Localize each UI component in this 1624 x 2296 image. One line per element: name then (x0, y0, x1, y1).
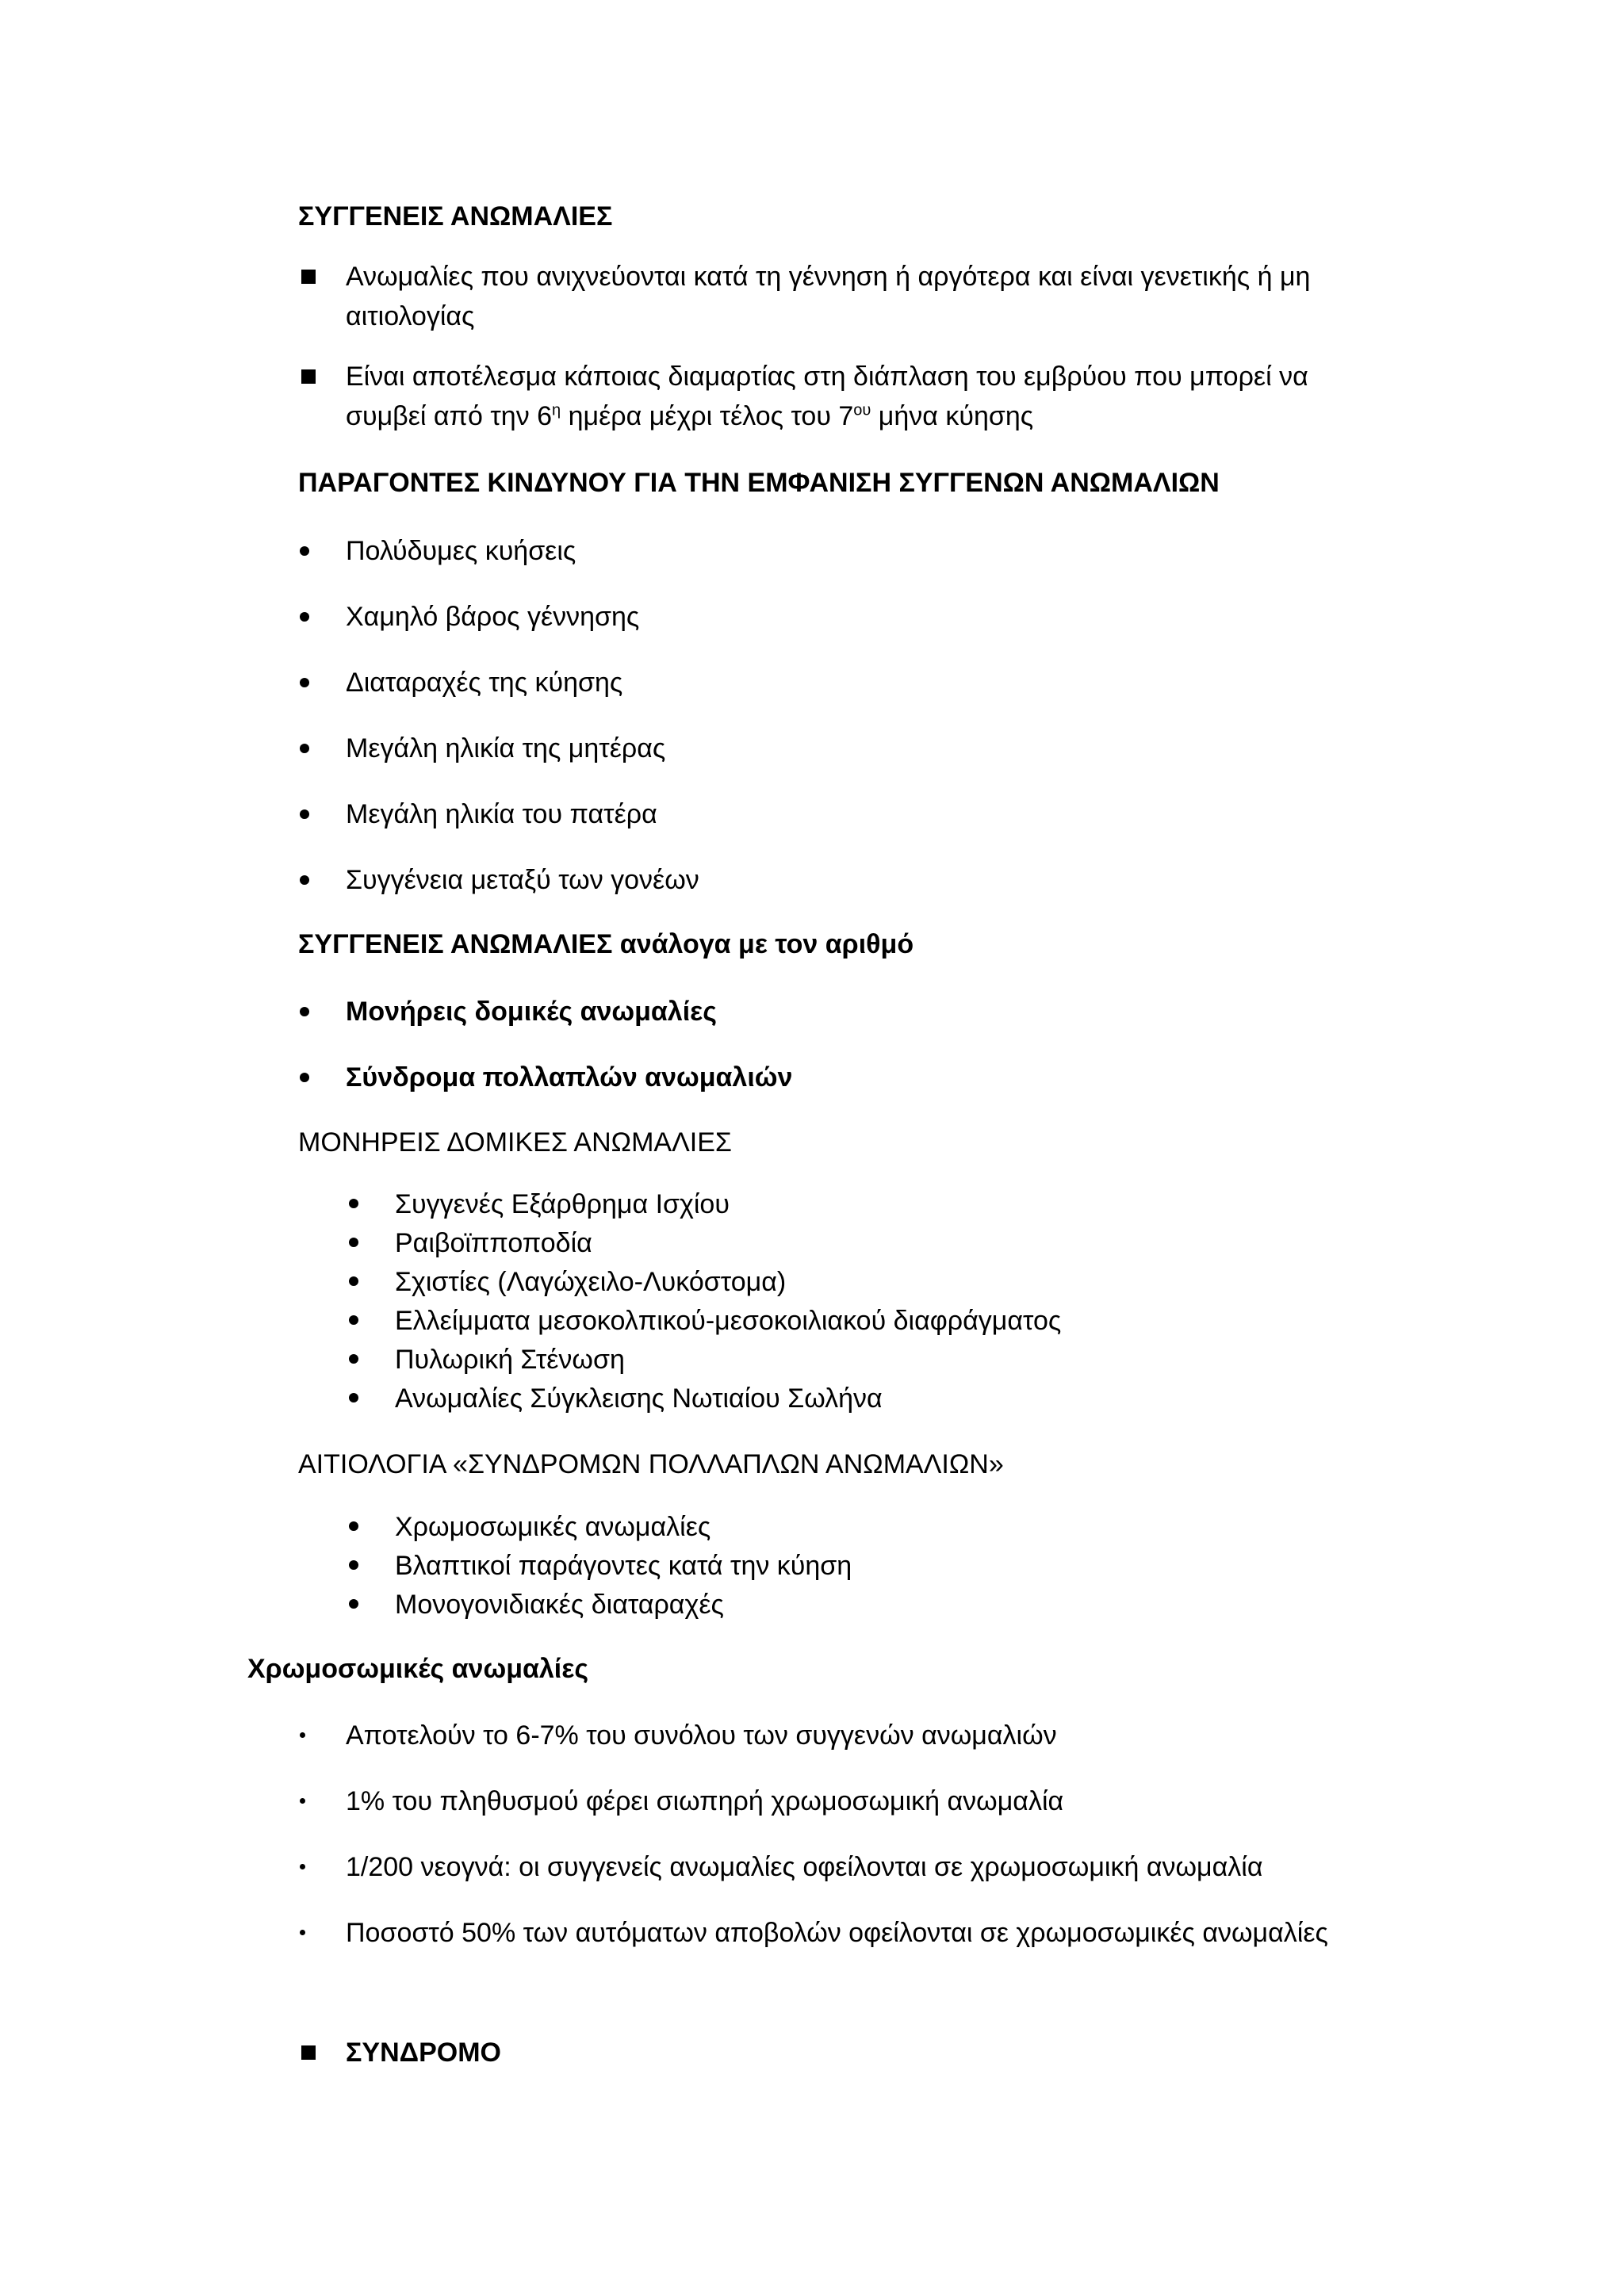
list-item: Ποσοστό 50% των αυτόματων αποβολών οφείλονται σε χρωμοσωμικές ανωμαλίες (346, 1918, 1328, 1948)
text-span: συμβεί από την 6 (346, 401, 553, 431)
bullet-icon (349, 1199, 358, 1208)
bullet-icon (349, 1599, 358, 1609)
list-item: 1/200 νεογνά: οι συγγενείς ανωμαλίες οφείλονται σε χρωμοσωμική ανωμαλία (346, 1852, 1263, 1882)
list-item: Ραιβοϊπποποδία (395, 1228, 592, 1258)
heading-chromosomal: Χρωμοσωμικές ανωμαλίες (247, 1654, 589, 1684)
list-item: Βλαπτικοί παράγοντες κατά την κύηση (395, 1551, 852, 1581)
text-span: ημέρα μέχρι τέλος του 7 (561, 401, 854, 431)
square-bullet-icon (301, 369, 316, 384)
bullet-icon (300, 546, 309, 556)
superscript: ου (853, 401, 871, 419)
paragraph-line (346, 403, 1033, 430)
heading-by-number: ΣΥΓΓΕΝΕΙΣ ΑΝΩΜΑΛΙΕΣ ανάλογα με τον αριθμό (298, 929, 914, 959)
bullet-icon (300, 1732, 305, 1738)
bullet-icon (300, 744, 309, 753)
square-bullet-icon (301, 270, 316, 284)
bullet-icon (349, 1315, 358, 1325)
list-item: Μονήρεις δομικές ανωμαλίες (346, 997, 717, 1027)
text-span: μήνα κύησης (871, 401, 1034, 431)
bullet-icon (300, 875, 309, 885)
list-item: 1% του πληθυσμού φέρει σιωπηρή χρωμοσωμική ανωμαλία (346, 1786, 1064, 1816)
square-bullet-icon (301, 2045, 316, 2060)
bullet-icon (349, 1560, 358, 1570)
paragraph-line: Ανωμαλίες που ανιχνεύονται κατά τη γέννηση ή αργότερα και είναι γενετικής ή μη (346, 262, 1311, 292)
bullet-icon (349, 1354, 358, 1364)
bullet-icon (300, 678, 309, 687)
list-item: Συγγενές Εξάρθρημα Ισχίου (395, 1189, 730, 1219)
list-item: Σύνδρομα πολλαπλών ανωμαλιών (346, 1062, 793, 1093)
bullet-icon (300, 1798, 305, 1804)
bullet-icon (349, 1276, 358, 1286)
list-item: Χρωμοσωμικές ανωμαλίες (395, 1512, 711, 1542)
bullet-icon (300, 809, 309, 819)
paragraph-line: αιτιολογίας (346, 301, 475, 331)
list-item: Συγγένεια μεταξύ των γονέων (346, 865, 699, 895)
paragraph-line: Είναι αποτέλεσμα κάποιας διαμαρτίας στη διάπλαση του εμβρύου που μπορεί να (346, 362, 1308, 392)
heading-syndromo: ΣΥΝΔΡΟΜΟ (346, 2038, 501, 2068)
list-item: Αποτελούν το 6-7% του συνόλου των συγγενών ανωμαλιών (346, 1720, 1057, 1751)
bullet-icon (349, 1393, 358, 1402)
heading-monireis: ΜΟΝΗΡΕΙΣ ΔΟΜΙΚΕΣ ΑΝΩΜΑΛΙΕΣ (298, 1127, 732, 1158)
bullet-icon (349, 1521, 358, 1531)
list-item: Διαταραχές της κύησης (346, 668, 623, 698)
list-item: Πυλωρική Στένωση (395, 1345, 625, 1375)
list-item: Μεγάλη ηλικία της μητέρας (346, 733, 666, 763)
bullet-icon (300, 1930, 305, 1935)
list-item: Χαμηλό βάρος γέννησης (346, 602, 640, 632)
heading-aitiologia: ΑΙΤΙΟΛΟΓΙΑ «ΣΥΝΔΡΟΜΩΝ ΠΟΛΛΑΠΛΩΝ ΑΝΩΜΑΛΙΩΝ» (298, 1449, 1004, 1479)
bullet-icon (300, 1864, 305, 1869)
list-item: Ανωμαλίες Σύγκλεισης Νωτιαίου Σωλήνα (395, 1383, 883, 1414)
list-item: Σχιστίες (Λαγώχειλο-Λυκόστομα) (395, 1267, 787, 1297)
heading-syggeneis-anomalies: ΣΥΓΓΕΝΕΙΣ ΑΝΩΜΑΛΙΕΣ (298, 201, 613, 232)
list-item: Μονογονιδιακές διαταραχές (395, 1590, 724, 1620)
superscript: η (552, 401, 561, 419)
bullet-icon (300, 1007, 309, 1016)
list-item: Μεγάλη ηλικία του πατέρα (346, 799, 657, 829)
heading-risk-factors: ΠΑΡΑΓΟΝΤΕΣ ΚΙΝΔΥΝΟΥ ΓΙΑ ΤΗΝ ΕΜΦΑΝΙΣΗ ΣΥΓΓΕΝΩΝ ΑΝΩΜΑΛΙΩΝ (298, 468, 1220, 498)
bullet-icon (300, 1073, 309, 1082)
bullet-icon (300, 612, 309, 622)
list-item: Πολύδυμες κυήσεις (346, 536, 576, 566)
list-item: Ελλείμματα μεσοκολπικού-μεσοκοιλιακού διαφράγματος (395, 1306, 1062, 1336)
bullet-icon (349, 1238, 358, 1247)
